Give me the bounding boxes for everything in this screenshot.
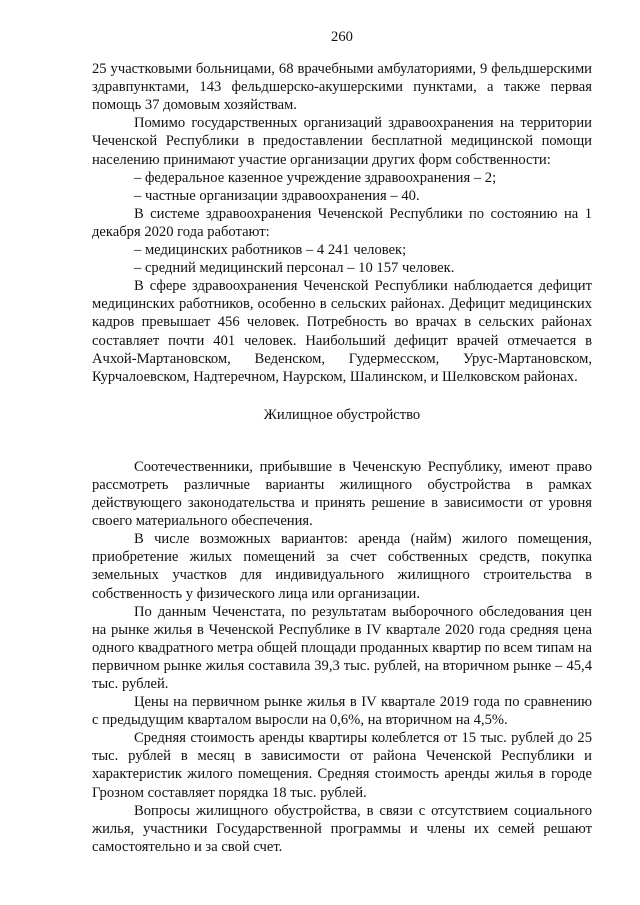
list-item: – медицинских работников – 4 241 человек; bbox=[134, 242, 407, 259]
paragraph: По данным Чеченстата, по результатам выборочного обследования цен на рынке жилья в Чеченской Республике в IV квартале 2020 года средняя цена одного квадратного метра общей площади проданных квартир по всем типам на первичном рынке жилья составила 39,3 тыс. рублей, на вторичном рынке – 45,4 тыс. рублей. bbox=[92, 603, 592, 692]
list-item: – средний медицинский персонал – 10 157 человек. bbox=[134, 260, 455, 277]
body-text-before bbox=[92, 60, 592, 386]
section-heading: Жилищное обустройство bbox=[263, 406, 421, 423]
body-text-after bbox=[92, 458, 592, 856]
paragraph: В системе здравоохранения Чеченской Республики по состоянию на 1 декабря 2020 года работают: bbox=[92, 205, 592, 240]
paragraph: Цены на первичном рынке жилья в IV квартале 2019 года по сравнению с предыдущим кварталом выросли на 0,6%, на вторичном на 4,5%. bbox=[92, 694, 592, 729]
paragraph: Соотечественники, прибывшие в Чеченскую Республику, имеют право рассмотреть различные варианты жилищного обустройства в рамках действующего законодательства и принять решение в зависимости от уровня своего материального обеспечения. bbox=[92, 458, 592, 530]
list-item: – частные организации здравоохранения – 40. bbox=[134, 187, 420, 204]
paragraph: Помимо государственных организаций здравоохранения на территории Чеченской Республики в предоставлении бесплатной медицинской помощи населению принимают участие организации других форм собственности: bbox=[92, 115, 592, 168]
paragraph: Средняя стоимость аренды квартиры колеблется от 15 тыс. рублей до 25 тыс. рублей в месяц в зависимости от района Чеченской Республики и характеристик жилого помещения. Средняя стоимость аренды жилья в городе Грозном составляет порядка 18 тыс. рублей. bbox=[92, 730, 592, 801]
paragraph: В сфере здравоохранения Чеченской Республики наблюдается дефицит медицинских работников, особенно в сельских районах. Дефицит медицинских кадров превышает 456 человек. Потребность во врачах в сельских районах составляет почти 401 человек. Наибольший дефицит врачей отмечается в Ачхой-Мартановском, Веденском, Гудермесском, Урус-Мартановском, Курчалоевском, Надтеречном, Наурском, Шалинском, и Шелковском районах. bbox=[92, 278, 592, 385]
page-number: 260 bbox=[331, 29, 353, 45]
paragraph: В числе возможных вариантов: аренда (найм) жилого помещения, приобретение жилых помещений за счет собственных средств, покупка земельных участков для индивидуального жилищного строительства в собственность у физического лица или организации. bbox=[92, 531, 592, 602]
paragraph: 25 участковыми больницами, 68 врачебными амбулаториями, 9 фельдшерскими здравпунктами, 143 фельдшерско-акушерскими пунктами, а также первая помощь 37 домовым хозяйствам. bbox=[92, 61, 592, 114]
list-item: – федеральное казенное учреждение здравоохранения – 2; bbox=[134, 169, 497, 186]
paragraph: Вопросы жилищного обустройства, в связи с отсутствием социального жилья, участники Государственной программы и члены их семей решают самостоятельно и за свой счет. bbox=[92, 802, 592, 855]
